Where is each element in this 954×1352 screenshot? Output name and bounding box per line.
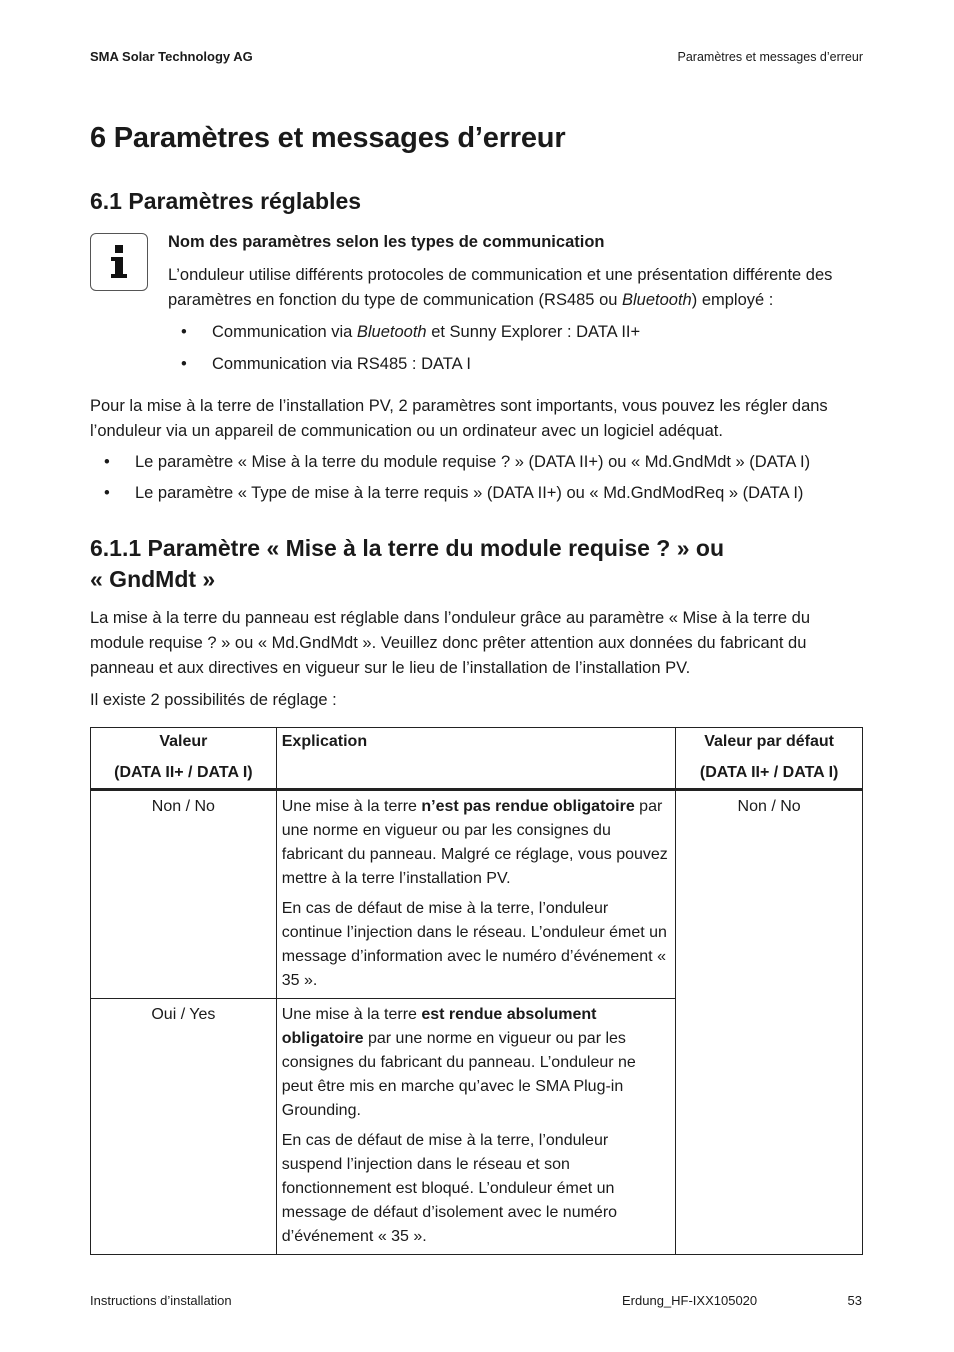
parameter-table <box>90 727 863 1255</box>
intro-paragraph <box>90 394 828 444</box>
intro-line: l’onduleur via un appareil de communication ou un ordinateur avec un logiciel adéquat. <box>90 422 723 440</box>
subsection-line: panneau et aux directives en vigueur sur le lieu de l’installation de l’installation PV. <box>90 659 691 677</box>
intro-bullet-dot: • <box>104 453 110 471</box>
info-icon <box>90 233 148 291</box>
intro-bullet: Le paramètre « Type de mise à la terre requis » (DATA II+) ou « Md.GndModReq » (DATA I) <box>135 484 804 502</box>
subsection-line: La mise à la terre du panneau est réglable dans l’onduleur grâce au paramètre « Mise à la terre du <box>90 609 811 627</box>
section-title: 6.1 Paramètres réglables <box>90 188 362 214</box>
subsection-title: 6.1.1 Paramètre « Mise à la terre du module requise ? » ou « GndMdt » <box>90 535 725 592</box>
row-value: Oui / Yes <box>91 999 277 1255</box>
footer-doc-id: Erdung_HF-IXX105020 <box>622 1293 758 1308</box>
info-text <box>168 263 832 313</box>
row-explanation: Une mise à la terre est rendue absolument obligatoire par une norme en vigueur ou par les consignes du fabricant du panneau. L’onduleur ne peut être mis en marche qu’avec le SMA Plug-in Grounding. En cas de défaut de mise à la terre, l’onduleur suspend l’injection dans le réseau et son fonctionnement est bloqué. L’onduleur émet un message de défaut d’isolement avec le numéro d’événement « 35 ». <box>276 999 675 1255</box>
options-intro: Il existe 2 possibilités de réglage : <box>90 691 337 709</box>
info-title: Nom des paramètres selon les types de communication <box>168 233 605 251</box>
header-company: SMA Solar Technology AG <box>90 49 253 64</box>
header-value: Valeur (DATA II+ / DATA I) <box>91 728 277 790</box>
info-bullet-dot: • <box>181 355 187 373</box>
intro-bullet-dot: • <box>104 484 110 502</box>
info-text-line: L’onduleur utilise différents protocoles de communication et une présentation différente des <box>168 266 833 284</box>
table-row <box>91 790 863 999</box>
info-text-line: paramètres en fonction du type de communication (RS485 ou Bluetooth) employé : <box>168 291 774 309</box>
chapter-title: 6 Paramètres et messages d’erreur <box>90 122 566 154</box>
subsection-paragraph <box>90 606 810 681</box>
header-default: Valeur par défaut (DATA II+ / DATA I) <box>676 728 863 790</box>
default-value: Non / No <box>676 790 863 1255</box>
footer-doc-type: Instructions d’installation <box>90 1293 232 1308</box>
table-header-row <box>91 728 863 790</box>
footer-page-number: 53 <box>847 1293 862 1308</box>
info-bullet: Communication via Bluetooth et Sunny Explorer : DATA II+ <box>212 323 641 341</box>
info-bullet: Communication via RS485 : DATA I <box>212 355 471 373</box>
header-section: Paramètres et messages d’erreur <box>677 50 863 64</box>
intro-line: Pour la mise à la terre de l’installation PV, 2 paramètres sont importants, vous pouvez les régler dans <box>90 397 828 415</box>
intro-bullet: Le paramètre « Mise à la terre du module requise ? » (DATA II+) ou « Md.GndMdt » (DATA I) <box>135 453 811 471</box>
info-bullet-dot: • <box>181 323 187 341</box>
header-explanation: Explication <box>276 728 675 790</box>
subsection-line: module requise ? » ou « Md.GndMdt ». Veuillez donc prêter attention aux données du fabricant du <box>90 634 807 652</box>
row-explanation: Une mise à la terre n’est pas rendue obligatoire par une norme en vigueur ou par les consignes du fabricant du panneau. Malgré ce réglage, vous pouvez mettre à la terre l’installation PV. En cas de défaut de mise à la terre, l’onduleur continue l’injection dans le réseau. L’onduleur émet un message d’information avec le numéro d’événement « 35 ». <box>276 790 675 999</box>
row-value: Non / No <box>91 790 277 999</box>
